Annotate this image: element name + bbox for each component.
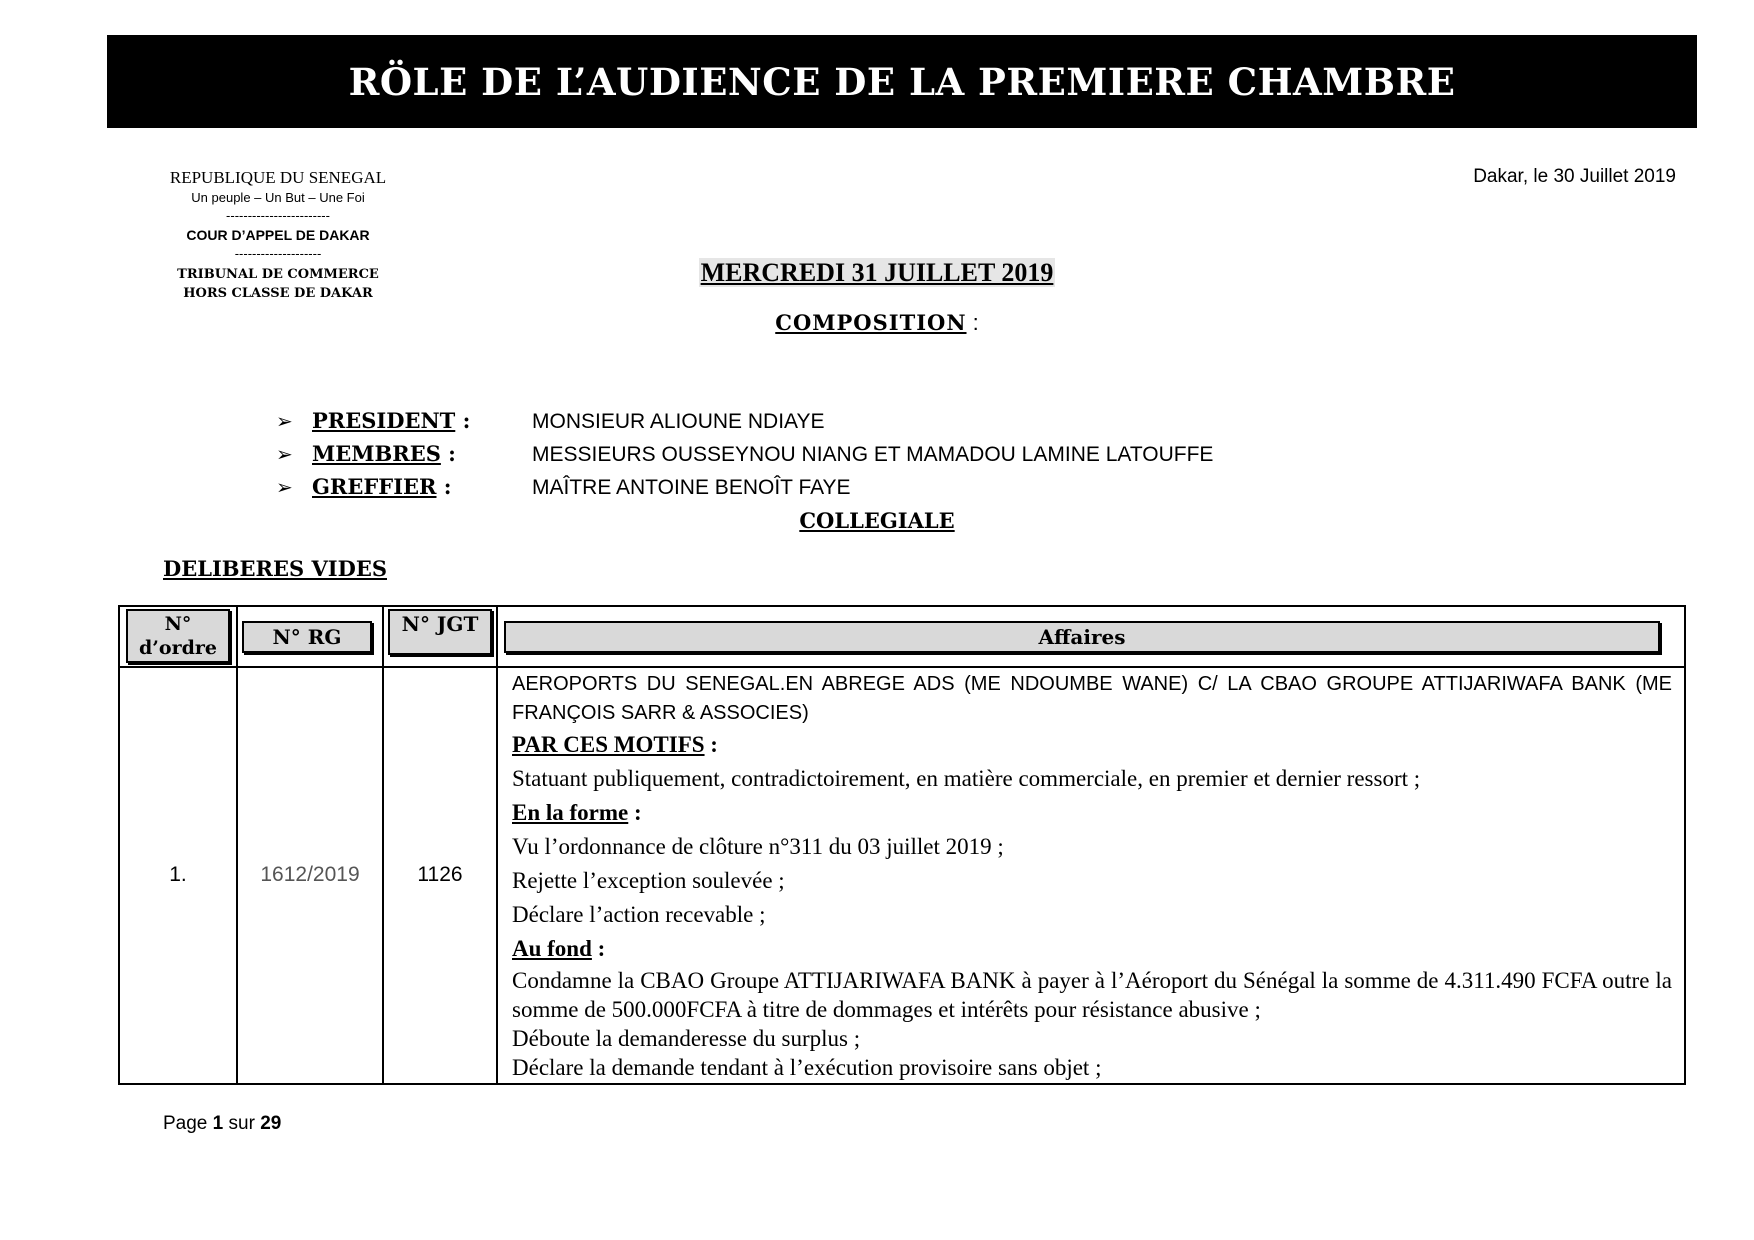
header-rg: N° RG (242, 621, 372, 653)
republic-name: REPUBLIQUE DU SENEGAL (169, 168, 387, 187)
section-title: DELIBERES VIDES (163, 556, 387, 581)
page-number: Page 1 sur 29 (163, 1113, 282, 1134)
tribunal-line-1: TRIBUNAL DE COMMERCE (177, 267, 379, 282)
composition-list (276, 408, 1213, 507)
arrow-bullet-icon: ➢ (276, 411, 293, 433)
cell-affaire (512, 670, 1672, 1082)
column-divider (382, 607, 384, 1083)
forme-heading: En la forme : (512, 800, 642, 825)
ruling-line: Rejette l’exception soulevée ; (512, 868, 785, 893)
ruling-line: Condamne la CBAO Groupe ATTIJARIWAFA BANK à payer à l’Aéroport du Sénégal la somme de 4.311.490 FCFA outre la somme de 500.000FCFA à titre de dommages et intérêts pour résistance abusive ; (512, 968, 1672, 1022)
cell-rg: 1612/2019 (260, 863, 360, 886)
hearing-day (0, 258, 1754, 288)
column-divider (236, 607, 238, 1083)
title-banner (107, 35, 1697, 128)
motifs-heading: PAR CES MOTIFS : (512, 732, 718, 757)
role-label: MEMBRES : (312, 441, 456, 466)
header-divider (120, 666, 1684, 668)
arrow-bullet-icon: ➢ (276, 477, 293, 499)
national-motto: Un peuple – Un But – Une Foi (191, 190, 365, 205)
formation-heading (0, 508, 1754, 533)
ruling-line: Statuant publiquement, contradictoirement, en matière commerciale, en premier et dernier ressort ; (512, 766, 1421, 791)
fond-heading: Au fond : (512, 936, 606, 961)
member-row-president (276, 408, 1213, 441)
document-date: Dakar, le 30 Juillet 2019 (1473, 166, 1676, 187)
separator: ------------------------ (226, 208, 330, 223)
header-affaires: Affaires (504, 621, 1660, 653)
cases-table (118, 605, 1686, 1085)
formation-label: COLLEGIALE (799, 508, 955, 533)
arrow-bullet-icon: ➢ (276, 444, 293, 466)
member-name: MAÎTRE ANTOINE BENOÎT FAYE (532, 476, 851, 499)
member-name: MONSIEUR ALIOUNE NDIAYE (532, 410, 825, 433)
role-label: GREFFIER : (312, 474, 452, 499)
cell-ordre: 1. (169, 863, 187, 886)
ruling-line: Déclare la demande tendant à l’exécution provisoire sans objet ; (512, 1055, 1102, 1080)
ruling-line: Déboute la demanderesse du surplus ; (512, 1026, 861, 1051)
hearing-day-text: MERCREDI 31 JUILLET 2019 (700, 258, 1054, 287)
member-row-membres (276, 441, 1213, 474)
composition-heading (0, 310, 1754, 336)
cell-jgt: 1126 (417, 863, 463, 886)
column-divider (496, 607, 498, 1083)
composition-suffix: : (966, 310, 979, 335)
court-name: COUR D’APPEL DE DAKAR (186, 227, 370, 243)
ruling-line: Vu l’ordonnance de clôture n°311 du 03 juillet 2019 ; (512, 834, 1004, 859)
header-ordre: N° d’ordre (126, 609, 230, 663)
role-label: PRESIDENT : (312, 408, 471, 433)
current-page: 1 (212, 1113, 224, 1134)
ruling-line: Déclare l’action recevable ; (512, 902, 766, 927)
tribunal-line-2: HORS CLASSE DE DAKAR (183, 286, 373, 301)
member-row-greffier (276, 474, 1213, 507)
member-name: MESSIEURS OUSSEYNOU NIANG ET MAMADOU LAMINE LATOUFFE (532, 443, 1214, 466)
separator: -------------------- (234, 246, 322, 261)
header-jgt: N° JGT (388, 609, 492, 655)
composition-label: COMPOSITION (775, 310, 967, 335)
case-parties: AEROPORTS DU SENEGAL.EN ABREGE ADS (ME NDOUMBE WANE) C/ LA CBAO GROUPE ATTIJARIWAFA BANK (ME FRANÇOIS SARR & ASSOCIES) (512, 673, 1672, 724)
document-title: RÖLE DE L’AUDIENCE DE LA PREMIERE CHAMBRE (348, 59, 1456, 104)
total-pages: 29 (260, 1113, 282, 1134)
